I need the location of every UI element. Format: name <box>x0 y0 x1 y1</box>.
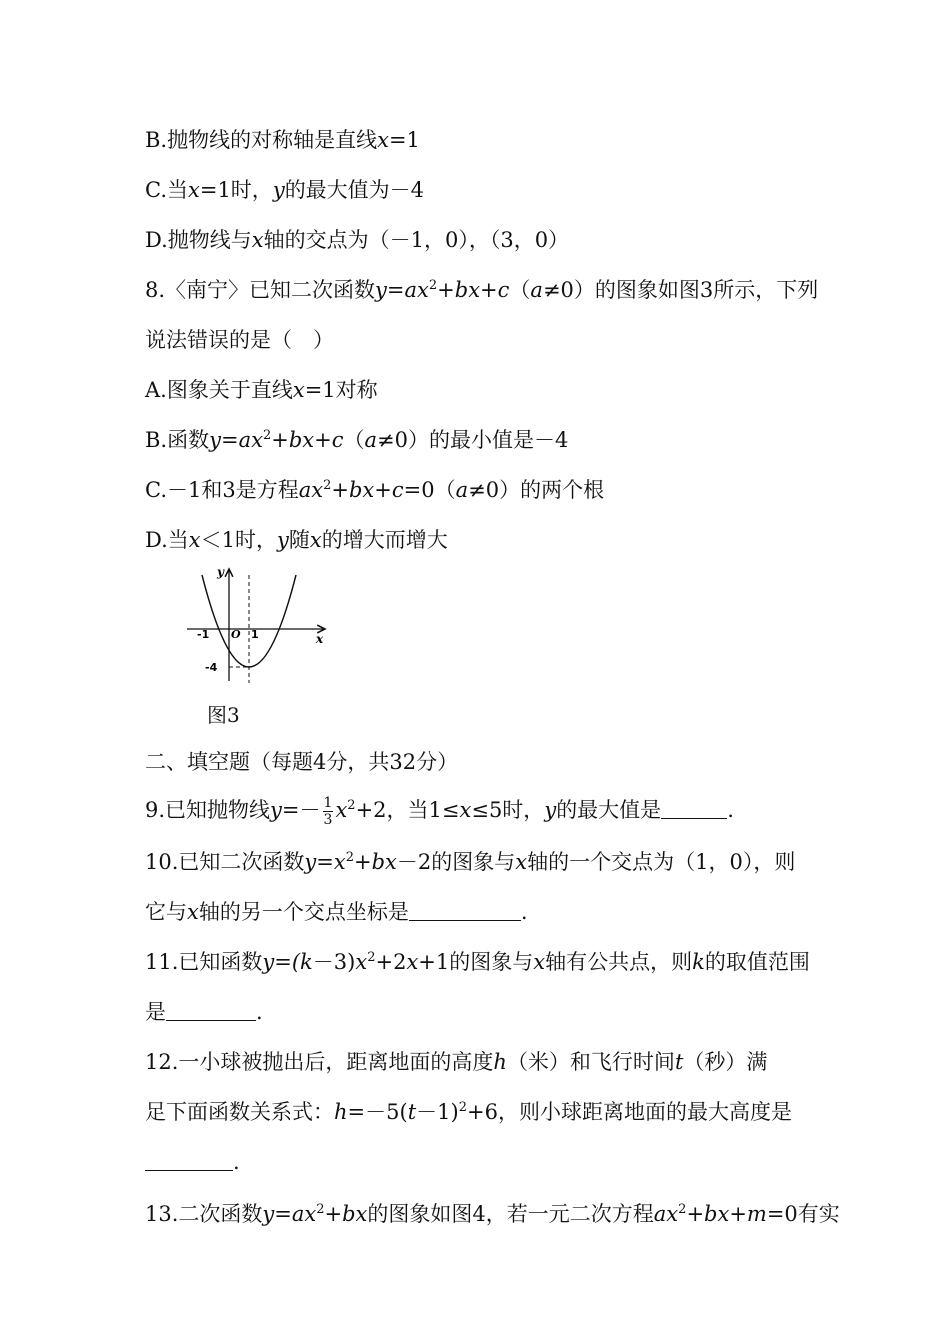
x-axis-label: x <box>316 632 324 646</box>
q8-option-d: D.当x＜1时，y随x的增大而增大 <box>145 528 448 552</box>
q13-line1: 13.二次函数$y=ax^2+bx$的图象如图4，若一元二次方程$ax^2+bx+m=0$有实 <box>145 1202 840 1226</box>
q8-option-c: C.－1和3是方程$ax^2+bx+c=0(a\ne 0)$的两个根 <box>145 478 605 502</box>
origin-label: O <box>231 628 241 641</box>
q8-option-a: A.图象关于直线x=1对称 <box>145 378 378 402</box>
q10-line2: 它与x轴的另一个交点坐标是 . <box>145 900 528 924</box>
y-axis-label: y <box>217 565 224 579</box>
q7-option-d: D.抛物线与x轴的交点为（－1，0），（3，0） <box>145 228 570 252</box>
q12-line2: 足下面函数关系式：$h=-5(t-1)^2+6$，则小球距离地面的最大高度是 <box>145 1100 792 1124</box>
tick-label-neg1: -1 <box>197 628 210 641</box>
q11-line1: 11.已知函数$y=(k-3)x^2+2x+1$的图象与x轴有公共点，则k的取值范围 <box>145 950 810 974</box>
q11-line2: 是 . <box>145 1000 263 1024</box>
q8-stem-line1: 8.〈南宁〉已知二次函数$y=ax^2+bx+c(a\ne 0)$的图象如图3所示，下列 <box>145 278 819 302</box>
q12-line1: 12.一小球被抛出后，距离地面的高度h（米）和飞行时间t（秒）满 <box>145 1050 768 1074</box>
section-heading: 二、填空题（每题4分，共32分） <box>145 750 459 774</box>
answer-blank[interactable] <box>166 1000 256 1021</box>
q9-line: 9.已知抛物线y=－ $\frac{1}{3}$ $x^2+2$，当1≤x≤5时，y的最大值是 . <box>145 795 734 828</box>
tick-label-1: 1 <box>251 628 259 641</box>
q8-stem-line2: 说法错误的是（ ） <box>145 328 334 352</box>
q12-line3: . <box>145 1147 240 1177</box>
q8-option-b: B.函数$y=ax^2+bx+c(a\ne 0)$的最小值是－4 <box>145 428 569 452</box>
tick-label-neg4: -4 <box>205 661 218 674</box>
fraction: $\frac{1}{3}$ <box>323 795 333 828</box>
q7-option-b: B.抛物线的对称轴是直线x=1 <box>145 128 420 152</box>
q10-line1: 10.已知二次函数$y=x^2+bx-2$的图象与x轴的一个交点为（1，0），则 <box>145 850 796 874</box>
parabola-graph <box>185 563 335 688</box>
answer-blank[interactable] <box>409 900 521 921</box>
q7-option-c: C.当x=1时，y的最大值为－4 <box>145 178 425 202</box>
answer-blank[interactable] <box>145 1150 233 1171</box>
figure-caption: 图3 <box>207 703 240 727</box>
answer-blank[interactable] <box>661 798 727 819</box>
